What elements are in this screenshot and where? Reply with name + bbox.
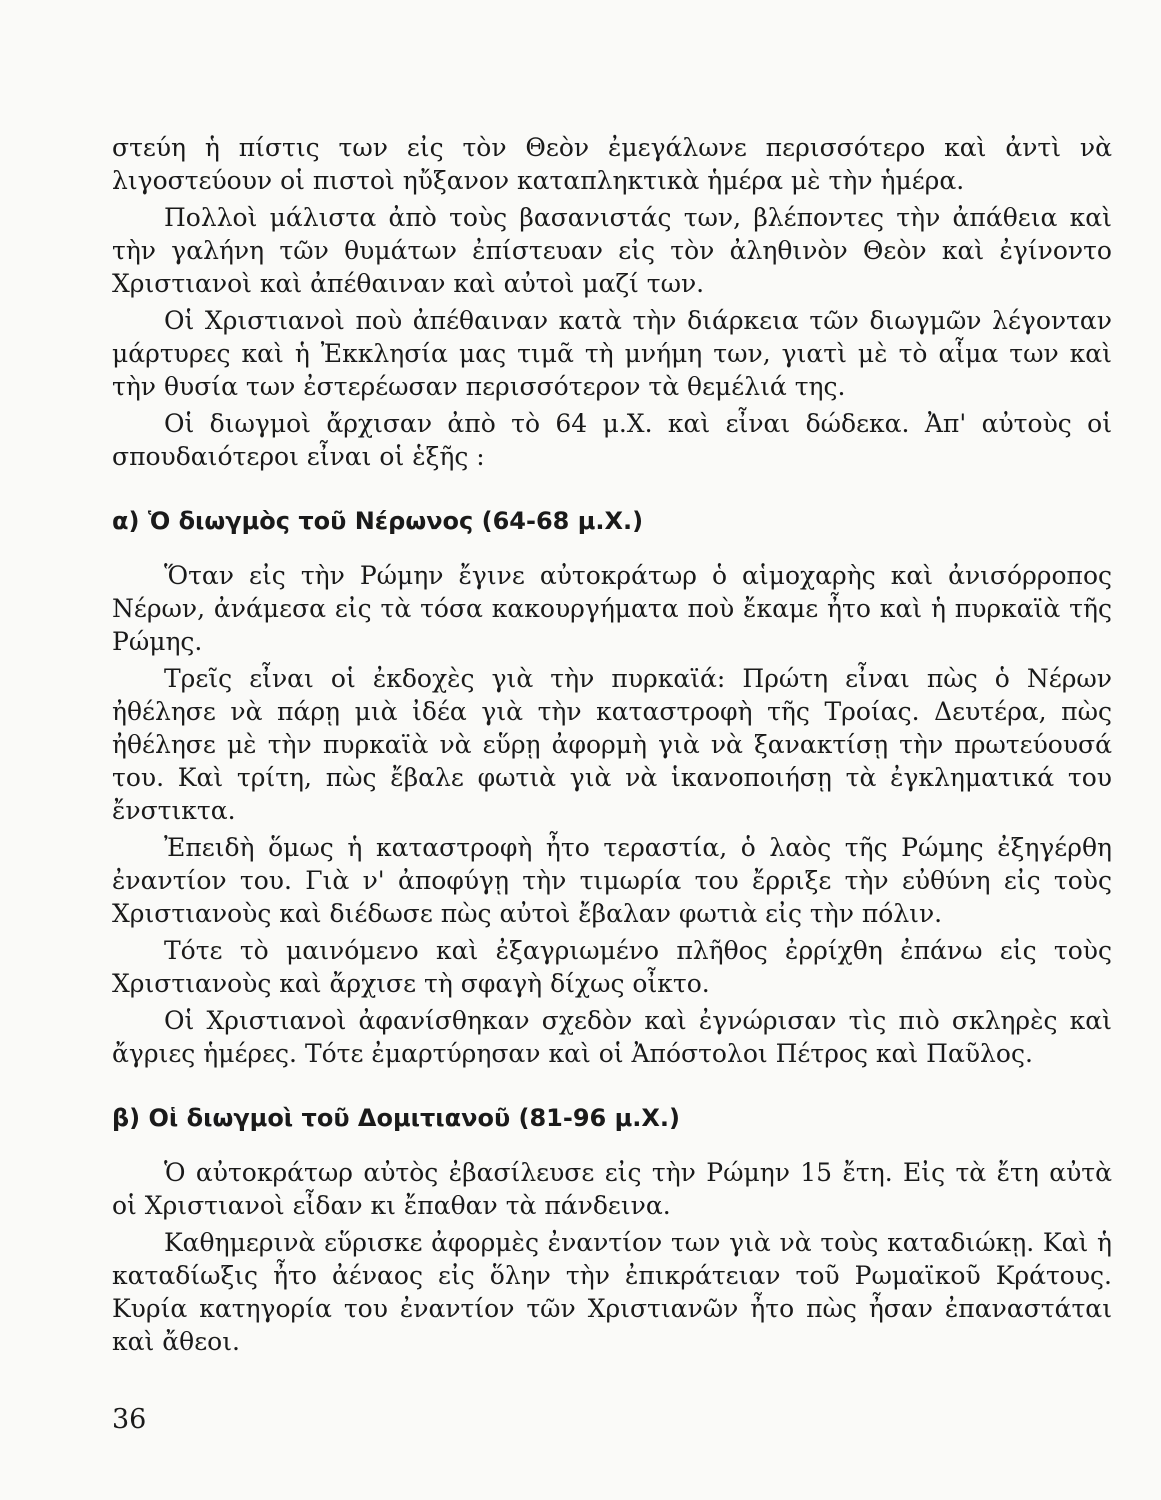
spacer [112, 1134, 1112, 1156]
paragraph-nero-2: Τρεῖς εἶναι οἱ ἐκδοχὲς γιὰ τὴν πυρκαϊά: Πρώτη εἶναι πὼς ὁ Νέρων ἠθέλησε νὰ πάρῃ μιὰ ἰδέα γιὰ τὴν καταστροφὴ τῆς Τροίας. Δευτέρα, πὼς ἠθέλησε μὲ τὴν πυρκαϊὰ νὰ εὕρῃ ἀφορμὴ γιὰ νὰ ξανακτίσῃ τὴν πρωτεύουσά του. Καὶ τρίτη, πὼς ἔβαλε φωτιὰ γιὰ νὰ ἱκανοποιήσῃ τὰ ἐγκληματικά του ἔνστικτα. [112, 664, 1112, 825]
paragraph-nero-3: Ἐπειδὴ ὅμως ἡ καταστροφὴ ἦτο τεραστία, ὁ λαὸς τῆς Ρώμης ἐξηγέρθη ἐναντίον του. Γιὰ ν' ἀποφύγῃ τὴν τιμωρία του ἔρριξε τὴν εὐθύνη εἰς τοὺς Χριστιανοὺς καὶ διέδωσε πὼς αὐτοὶ ἔβαλαν φωτιὰ εἰς τὴν πόλιν. [112, 833, 1112, 928]
page-number: 36 [112, 1404, 147, 1435]
spacer [112, 477, 1112, 505]
paragraph-nero-4: Τότε τὸ μαινόμενο καὶ ἐξαγριωμένο πλῆθος ἐρρίχθη ἐπάνω εἰς τοὺς Χριστιανοὺς καὶ ἄρχισε τὴ σφαγὴ δίχως οἶκτο. [112, 936, 1112, 998]
paragraph-domitian-1: Ὁ αὐτοκράτωρ αὐτὸς ἐβασίλευσε εἰς τὴν Ρώμην 15 ἔτη. Εἰς τὰ ἔτη αὐτὰ οἱ Χριστιανοὶ εἶδαν κι ἔπαθαν τὰ πάνδεινα. [112, 1158, 1112, 1220]
paragraph-intro-3: Οἱ Χριστιανοὶ ποὺ ἀπέθαιναν κατὰ τὴν διάρκεια τῶν διωγμῶν λέγονταν μάρτυρες καὶ ἡ Ἐκκλησία μας τιμᾶ τὴ μνήμη των, γιατὶ μὲ τὸ αἷμα των καὶ τὴν θυσία των ἐστερέωσαν περισσότερον τὰ θεμέλιά της. [112, 306, 1112, 401]
paragraph-domitian-2: Καθημερινὰ εὕρισκε ἀφορμὲς ἐναντίον των γιὰ νὰ τοὺς καταδιώκῃ. Καὶ ἡ καταδίωξις ἦτο ἀέναος εἰς ὅλην τὴν ἐπικράτειαν τοῦ Ρωμαϊκοῦ Κράτους. Κυρία κατηγορία του ἐναντίον τῶν Χριστιανῶν ἦτο πὼς ἦσαν ἐπαναστάται καὶ ἄθεοι. [112, 1228, 1112, 1356]
section-heading-nero: α) Ὁ διωγμὸς τοῦ Νέρωνος (64-68 μ.Χ.) [112, 507, 644, 535]
page-body [112, 131, 1112, 1362]
paragraph-intro-4: Οἱ διωγμοὶ ἄρχισαν ἀπὸ τὸ 64 μ.Χ. καὶ εἶναι δώδεκα. Ἀπ' αὐτοὺς οἱ σπουδαιότεροι εἶναι οἱ ἑξῆς : [112, 409, 1112, 471]
spacer [112, 537, 1112, 559]
section-heading-domitian: β) Οἱ διωγμοὶ τοῦ Δομιτιανοῦ (81-96 μ.Χ.) [112, 1104, 680, 1132]
spacer [112, 1074, 1112, 1102]
paragraph-nero-5: Οἱ Χριστιανοὶ ἀφανίσθηκαν σχεδὸν καὶ ἐγνώρισαν τὶς πιὸ σκληρὲς καὶ ἄγριες ἡμέρες. Τότε ἐμαρτύρησαν καὶ οἱ Ἀπόστολοι Πέτρος καὶ Παῦλος. [112, 1006, 1112, 1068]
paragraph-intro-1: στεύη ἡ πίστις των εἰς τὸν Θεὸν ἐμεγάλωνε περισσότερο καὶ ἀντὶ νὰ λιγοστεύουν οἱ πιστοὶ ηὔξανον καταπληκτικὰ ἡμέρα μὲ τὴν ἡμέρα. [112, 133, 1112, 195]
paragraph-intro-2: Πολλοὶ μάλιστα ἀπὸ τοὺς βασανιστάς των, βλέποντες τὴν ἀπάθεια καὶ τὴν γαλήνη τῶν θυμάτων ἐπίστευαν εἰς τὸν ἀληθινὸν Θεὸν καὶ ἐγίνοντο Χριστιανοὶ καὶ ἀπέθαιναν καὶ αὐτοὶ μαζί των. [112, 203, 1112, 298]
paragraph-nero-1: Ὅταν εἰς τὴν Ρώμην ἔγινε αὐτοκράτωρ ὁ αἱμοχαρὴς καὶ ἀνισόρροπος Νέρων, ἀνάμεσα εἰς τὰ τόσα κακουργήματα ποὺ ἔκαμε ἦτο καὶ ἡ πυρκαϊὰ τῆς Ρώμης. [112, 561, 1112, 656]
